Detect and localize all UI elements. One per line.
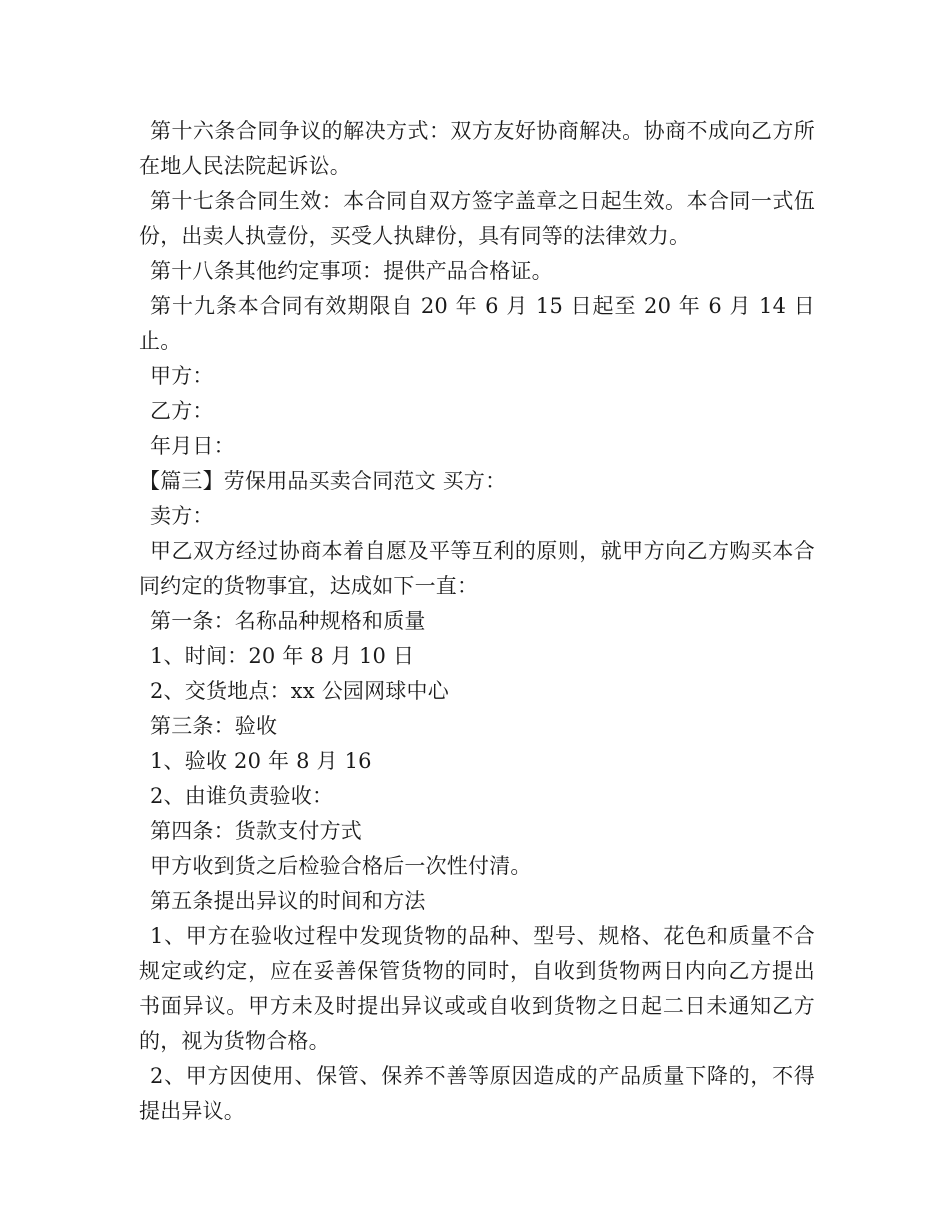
- seller-line: 卖方：: [150, 504, 214, 528]
- paragraph-item-location: 2、交货地点：xx 公园网球中心: [150, 679, 449, 703]
- section-heading-part-3: 【篇三】劳保用品买卖合同范文 买方：: [139, 469, 507, 493]
- paragraph-article-18: 第十八条其他约定事项：提供产品合格证。: [150, 259, 553, 283]
- paragraph-item-inspector: 2、由谁负责验收：: [150, 784, 334, 808]
- signature-date: 年月日：: [150, 434, 235, 458]
- signature-party-a: 甲方：: [150, 364, 214, 388]
- paragraph-article-17: 第十七条合同生效：本合同自双方签字盖章之日起生效。本合同一式伍份，出卖人执壹份，买受人执肆份，具有同等的法律效力。: [139, 189, 815, 248]
- paragraph-article-19: 第十九条本合同有效期限自 20 年 6 月 15 日起至 20 年 6 月 14 日止。: [139, 294, 815, 353]
- paragraph-article-3: 第三条：验收: [150, 714, 278, 738]
- paragraph-item-time: 1、时间：20 年 8 月 10 日: [150, 644, 415, 668]
- paragraph-payment: 甲方收到货之后检验合格后一次性付清。: [150, 854, 532, 878]
- paragraph-article-16: 第十六条合同争议的解决方式：双方友好协商解决。协商不成向乙方所在地人民法院起诉讼。: [139, 119, 815, 178]
- paragraph-article-5: 第五条提出异议的时间和方法: [150, 889, 426, 913]
- document-body: [139, 114, 815, 1129]
- paragraph-objection-1: 1、甲方在验收过程中发现货物的品种、型号、规格、花色和质量不合规定或约定，应在妥善保管货物的同时，自收到货物两日内向乙方提出书面异议。甲方未及时提出异议或或自收到货物之日起二日未通知乙方的，视为货物合格。: [139, 924, 815, 1053]
- paragraph-item-inspection-date: 1、验收 20 年 8 月 16: [150, 749, 372, 773]
- paragraph-article-1: 第一条：名称品种规格和质量: [150, 609, 426, 633]
- paragraph-preamble: 甲乙双方经过协商本着自愿及平等互利的原则，就甲方向乙方购买本合同约定的货物事宜，达成如下一直：: [139, 539, 815, 598]
- paragraph-article-4: 第四条：货款支付方式: [150, 819, 362, 843]
- signature-party-b: 乙方：: [150, 399, 214, 423]
- paragraph-objection-2: 2、甲方因使用、保管、保养不善等原因造成的产品质量下降的，不得提出异议。: [139, 1064, 815, 1123]
